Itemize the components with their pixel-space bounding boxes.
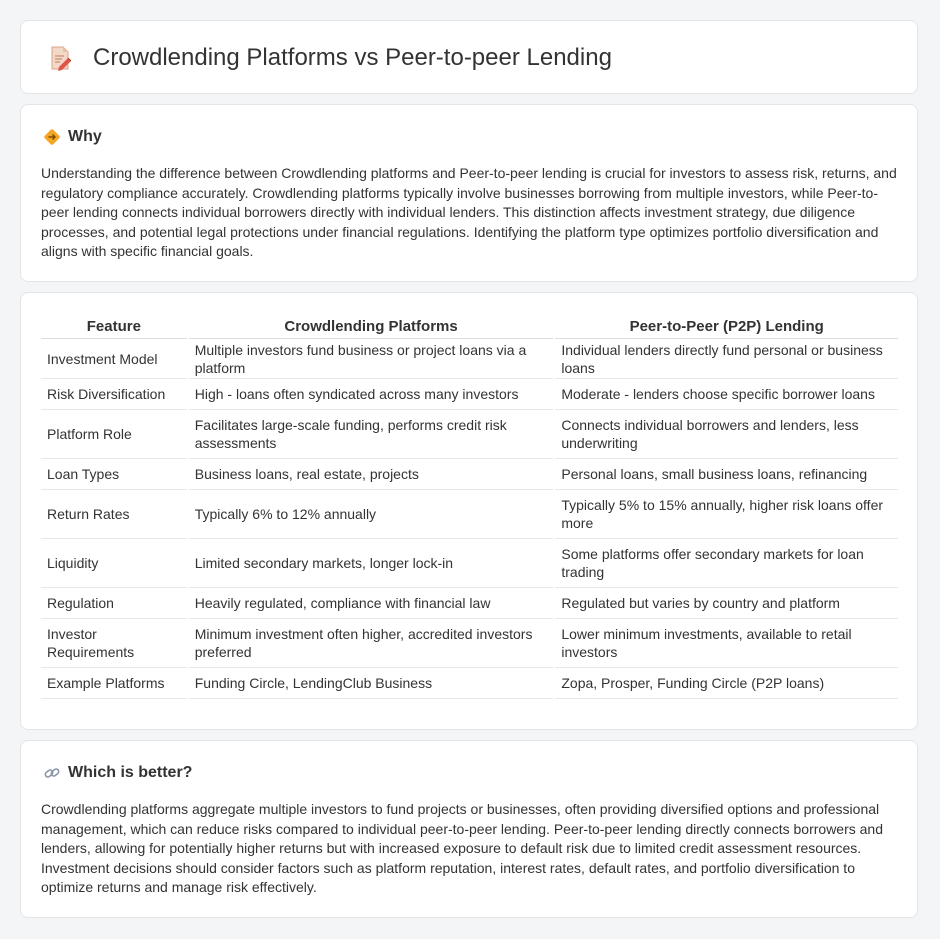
header-feature: Feature <box>41 315 188 339</box>
table-row <box>41 459 898 490</box>
page-title: Crowdlending Platforms vs Peer-to-peer Lending <box>93 44 612 71</box>
feature-cell: Regulation <box>41 588 188 619</box>
better-heading-row <box>43 763 192 783</box>
p2p-cell: Individual lenders directly fund personal or business loans <box>554 339 898 379</box>
table-row <box>41 379 898 410</box>
p2p-cell: Typically 5% to 15% annually, higher risk loans offer more <box>554 490 898 539</box>
crowdlending-cell: Funding Circle, LendingClub Business <box>188 668 555 699</box>
why-section <box>20 104 918 282</box>
table-row <box>41 539 898 588</box>
table-row <box>41 668 898 699</box>
feature-cell: Return Rates <box>41 490 188 539</box>
table-row <box>41 619 898 668</box>
feature-cell: Platform Role <box>41 410 188 459</box>
crowdlending-cell: High - loans often syndicated across many investors <box>188 379 555 410</box>
table-header-row <box>41 315 898 339</box>
why-heading: Why <box>68 128 102 145</box>
better-heading: Which is better? <box>68 764 193 781</box>
header-p2p: Peer-to-Peer (P2P) Lending <box>554 315 898 339</box>
why-heading-row <box>43 127 102 147</box>
table-row <box>41 410 898 459</box>
feature-cell: Investor Requirements <box>41 619 188 668</box>
p2p-cell: Moderate - lenders choose specific borrower loans <box>554 379 898 410</box>
document-pencil-icon <box>49 45 71 71</box>
crowdlending-cell: Limited secondary markets, longer lock-in <box>188 539 555 588</box>
why-paragraph: Understanding the difference between Crowdlending platforms and Peer-to-peer lending is crucial for investors to assess risk, returns, and regulatory compliance accurately. Crowdlending platforms typically involve businesses borrowing from multiple investors, while Peer-to-peer lending connects individual borrowers directly with individual lenders. This distinction affects investment strategy, due diligence processes, and potential legal protections under financial regulations. Identifying the platform type optimizes portfolio diversification and aligns with specific financial goals. <box>41 165 897 259</box>
feature-cell: Example Platforms <box>41 668 188 699</box>
link-icon <box>43 764 61 782</box>
p2p-cell: Some platforms offer secondary markets for loan trading <box>554 539 898 588</box>
table-row <box>41 339 898 379</box>
crowdlending-cell: Business loans, real estate, projects <box>188 459 555 490</box>
comparison-card <box>20 292 918 730</box>
crowdlending-cell: Multiple investors fund business or project loans via a platform <box>188 339 555 379</box>
p2p-cell: Connects individual borrowers and lenders, less underwriting <box>554 410 898 459</box>
p2p-cell: Zopa, Prosper, Funding Circle (P2P loans) <box>554 668 898 699</box>
feature-cell: Liquidity <box>41 539 188 588</box>
p2p-cell: Lower minimum investments, available to retail investors <box>554 619 898 668</box>
title-card <box>20 20 918 94</box>
table-row <box>41 490 898 539</box>
comparison-table <box>41 315 898 699</box>
better-paragraph: Crowdlending platforms aggregate multiple investors to fund projects or businesses, often providing diversified options and professional management, which can reduce risks compared to individual peer-to-peer lending. Peer-to-peer lending directly connects borrowers and lenders, allowing for potentially higher returns but with increased exposure to default risk due to limited credit assessment resources. Investment decisions should consider factors such as platform reputation, interest rates, default rates, and portfolio diversification to optimize returns and manage risk effectively. <box>41 801 884 895</box>
feature-cell: Risk Diversification <box>41 379 188 410</box>
feature-cell: Loan Types <box>41 459 188 490</box>
p2p-cell: Regulated but varies by country and platform <box>554 588 898 619</box>
which-is-better-section <box>20 740 918 918</box>
table-row <box>41 588 898 619</box>
feature-cell: Investment Model <box>41 339 188 379</box>
crowdlending-cell: Facilitates large-scale funding, performs credit risk assessments <box>188 410 555 459</box>
diamond-arrows-icon <box>43 128 61 146</box>
crowdlending-cell: Minimum investment often higher, accredited investors preferred <box>188 619 555 668</box>
p2p-cell: Personal loans, small business loans, refinancing <box>554 459 898 490</box>
crowdlending-cell: Typically 6% to 12% annually <box>188 490 555 539</box>
header-crowdlending: Crowdlending Platforms <box>188 315 555 339</box>
crowdlending-cell: Heavily regulated, compliance with financial law <box>188 588 555 619</box>
